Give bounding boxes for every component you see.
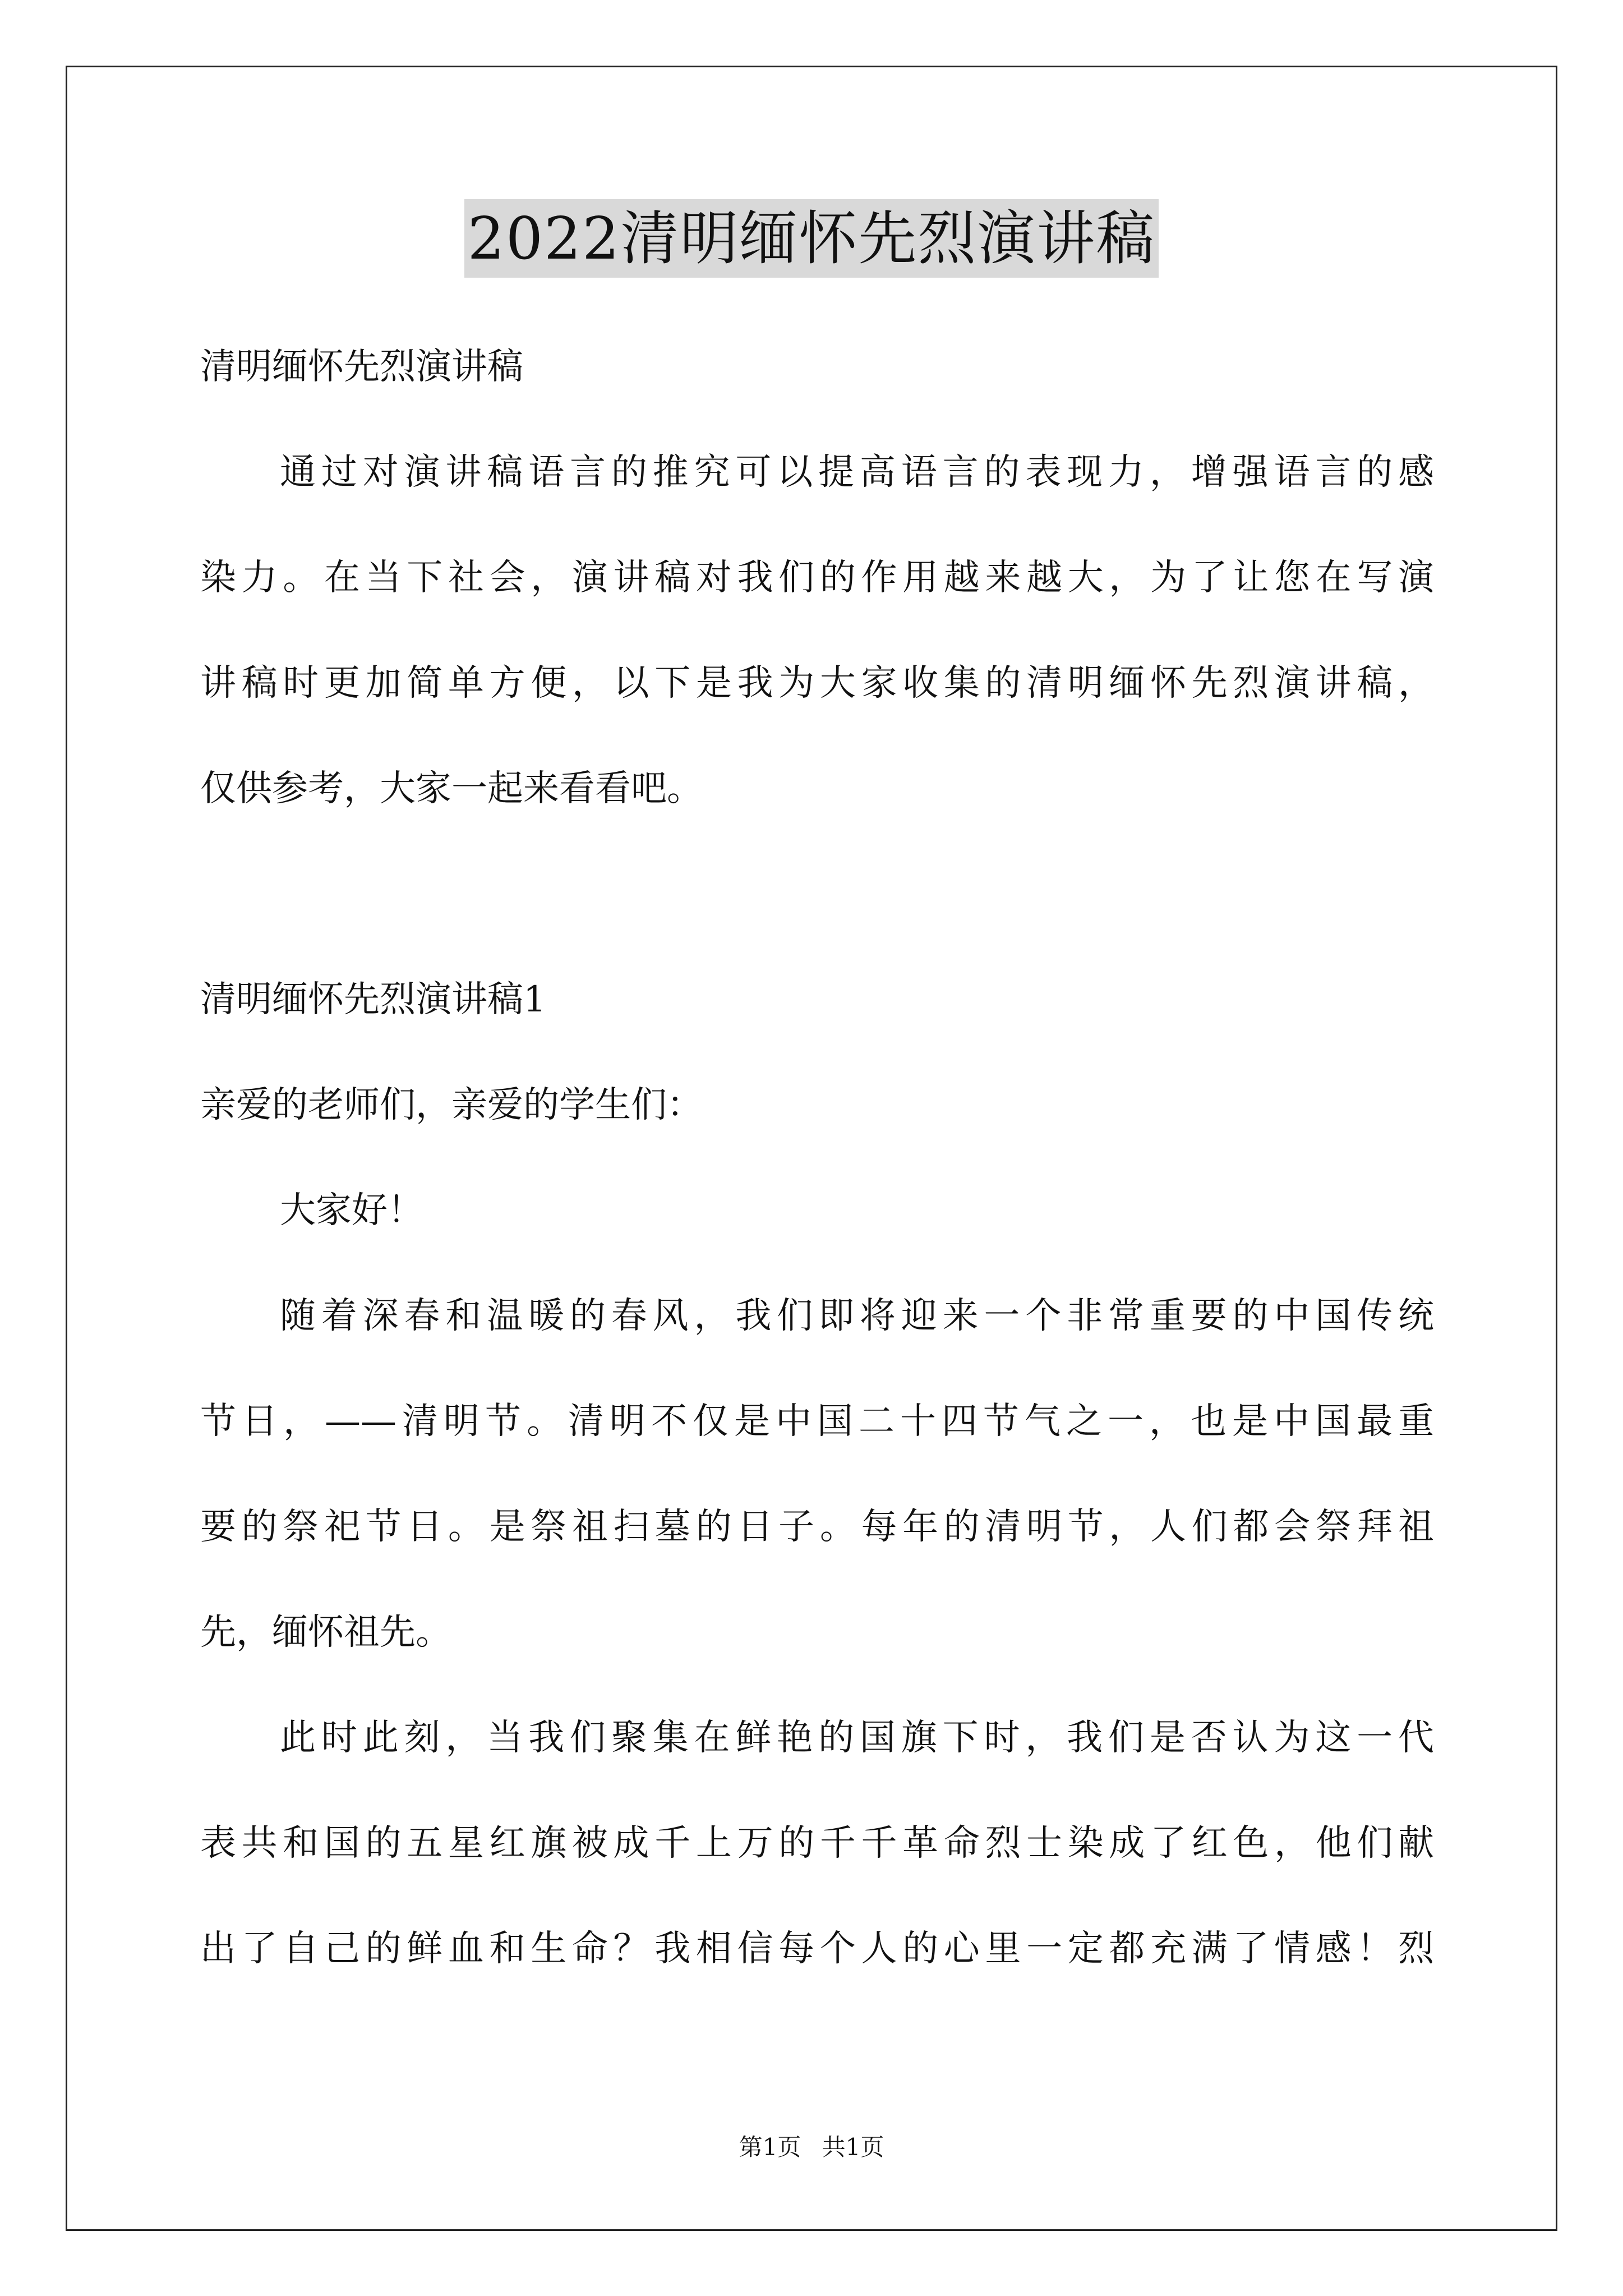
paragraph-line: 随着深春和温暖的春风，我们即将迎来一个非常重要的中国传统 bbox=[280, 1295, 1434, 1337]
paragraph-line: 通过对演讲稿语言的推究可以提高语言的表现力，增强语言的感 bbox=[280, 452, 1434, 493]
salutation: 亲爱的老师们，亲爱的学生们： bbox=[200, 1084, 703, 1126]
page-footer bbox=[0, 2131, 1623, 2164]
paragraph-line: 先，缅怀祖先。 bbox=[200, 1612, 451, 1653]
document-title: 2022清明缅怀先烈演讲稿 bbox=[464, 199, 1159, 278]
title-container bbox=[0, 199, 1623, 278]
document-body bbox=[200, 314, 1434, 2001]
page-total: 共1页 bbox=[822, 2133, 884, 2161]
greeting: 大家好！ bbox=[280, 1190, 423, 1231]
spacer bbox=[200, 841, 1434, 947]
paragraph-line: 节日，——清明节。清明不仅是中国二十四节气之一，也是中国最重 bbox=[200, 1401, 1434, 1442]
paragraph-line: 此时此刻，当我们聚集在鲜艳的国旗下时，我们是否认为这一代 bbox=[280, 1717, 1434, 1759]
paragraph-line: 要的祭祀节日。是祭祖扫墓的日子。每年的清明节，人们都会祭拜祖 bbox=[200, 1506, 1434, 1548]
page-number: 第1页 bbox=[739, 2133, 801, 2161]
paragraph-line: 染力。在当下社会，演讲稿对我们的作用越来越大，为了让您在写演 bbox=[200, 557, 1434, 599]
paragraph-line: 讲稿时更加简单方便，以下是我为大家收集的清明缅怀先烈演讲稿， bbox=[200, 662, 1434, 704]
paragraph-line: 出了自己的鲜血和生命？我相信每个人的心里一定都充满了情感！烈 bbox=[200, 1928, 1434, 1970]
paragraph-line: 仅供参考，大家一起来看看吧。 bbox=[200, 768, 703, 809]
paragraph-line: 表共和国的五星红旗被成千上万的千千革命烈士染成了红色，他们献 bbox=[200, 1823, 1434, 1864]
subtitle: 清明缅怀先烈演讲稿 bbox=[200, 346, 523, 388]
section-heading: 清明缅怀先烈演讲稿1 bbox=[200, 979, 546, 1020]
